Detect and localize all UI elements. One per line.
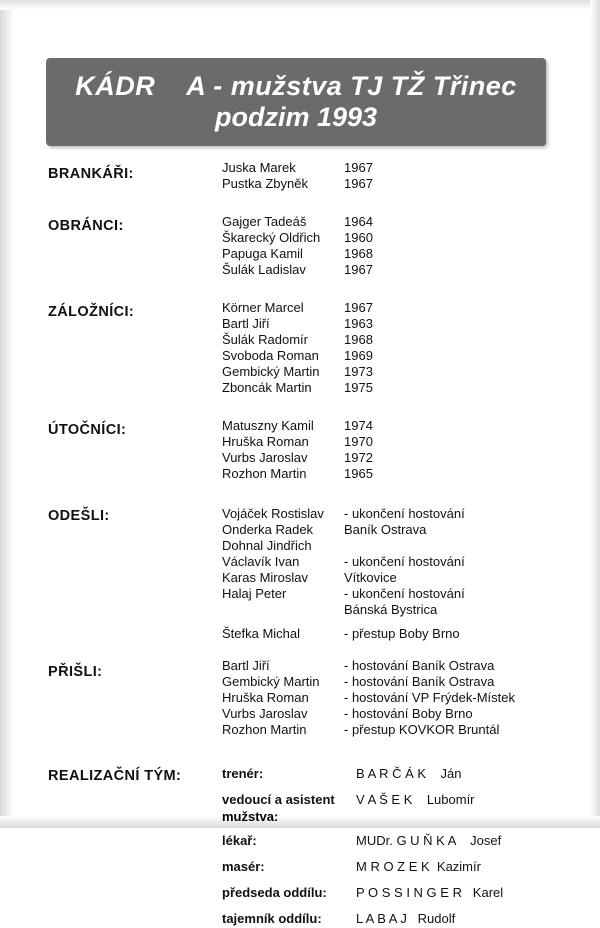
section-heading-goalkeepers: BRANKÁŘI: <box>48 166 134 182</box>
table-row <box>0 522 600 538</box>
player-name: Štefka Michal <box>222 626 301 641</box>
player-name: Vurbs Jaroslav <box>222 450 308 465</box>
player-year: 1964 <box>344 214 373 229</box>
staff-person: MUDr. G U Ň K A Josef <box>356 833 502 848</box>
player-year: 1972 <box>344 450 373 465</box>
player-year: 1967 <box>344 300 373 315</box>
section-midfielders <box>0 300 600 406</box>
table-row <box>0 706 600 722</box>
document-title-line-1: KÁDR A - mužstva TJ TŽ Třinec <box>75 70 517 101</box>
player-note: Bánská Bystrica <box>344 602 438 617</box>
table-row <box>0 450 600 466</box>
player-name: Václavík Ivan <box>222 554 300 569</box>
player-note: - hostování Baník Ostrava <box>344 658 495 673</box>
table-row <box>0 586 600 602</box>
player-note: - ukončení hostování <box>344 586 465 601</box>
table-row <box>0 348 600 364</box>
section-heading-arrivals: PŘIŠLI: <box>48 664 103 680</box>
player-note: - hostování VP Frýdek-Místek <box>344 690 515 705</box>
staff-row <box>0 911 600 928</box>
table-row <box>0 570 600 586</box>
player-name: Onderka Radek <box>222 522 314 537</box>
player-note: - přestup Boby Brno <box>344 626 460 641</box>
table-row <box>0 364 600 380</box>
staff-role-continuation: mužstva: <box>222 809 279 824</box>
player-name: Körner Marcel <box>222 300 304 315</box>
player-name: Zboncák Martin <box>222 380 312 395</box>
section-departures <box>0 506 600 642</box>
section-heading-staff: REALIZAČNÍ TÝM: <box>48 768 182 784</box>
staff-role: předseda oddílu: <box>222 885 327 900</box>
section-staff <box>0 766 600 926</box>
staff-person: B A R Č Á K Ján <box>356 766 462 781</box>
player-name: Matuszny Kamil <box>222 418 314 433</box>
player-name: Škarecký Oldřich <box>222 230 321 245</box>
player-name: Bartl Jiří <box>222 316 270 331</box>
player-year: 1969 <box>344 348 373 363</box>
player-note: - ukončení hostování <box>344 506 465 521</box>
player-note: - hostování Boby Brno <box>344 706 473 721</box>
staff-person: V A Š E K Lubomír <box>356 792 475 807</box>
player-name: Rozhon Martin <box>222 722 307 737</box>
player-year: 1960 <box>344 230 373 245</box>
scan-edge-top <box>0 0 600 10</box>
player-year: 1967 <box>344 176 373 191</box>
player-name: Bartl Jiří <box>222 658 270 673</box>
player-name: Hruška Roman <box>222 690 309 705</box>
player-note: Vítkovice <box>344 570 397 585</box>
section-heading-forwards: ÚTOČNÍCI: <box>48 422 127 438</box>
table-row <box>0 722 600 738</box>
section-heading-defenders: OBRÁNCI: <box>48 218 124 234</box>
staff-person: M R O Z E K Kazimír <box>356 859 481 874</box>
table-row <box>0 466 600 482</box>
player-name: Gembický Martin <box>222 674 320 689</box>
player-name: Juska Marek <box>222 160 296 175</box>
staff-person: L A B A J Rudolf <box>356 911 456 926</box>
table-row <box>0 538 600 554</box>
title-banner <box>46 58 546 146</box>
section-forwards <box>0 418 600 492</box>
document-body <box>0 160 600 926</box>
player-name: Rozhon Martin <box>222 466 307 481</box>
staff-role: tajemník oddílu: <box>222 911 322 926</box>
player-name: Halaj Peter <box>222 586 287 601</box>
player-name: Hruška Roman <box>222 434 309 449</box>
player-year: 1967 <box>344 160 373 175</box>
section-defenders <box>0 214 600 288</box>
table-row <box>0 690 600 706</box>
player-name: Vurbs Jaroslav <box>222 706 308 721</box>
player-year: 1974 <box>344 418 373 433</box>
table-row <box>0 380 600 396</box>
table-row <box>0 332 600 348</box>
player-name: Gajger Tadeáš <box>222 214 307 229</box>
section-arrivals <box>0 658 600 750</box>
staff-role: lékař: <box>222 833 257 848</box>
staff-row <box>0 859 600 876</box>
player-name: Dohnal Jindřich <box>222 538 312 553</box>
staff-row <box>0 833 600 850</box>
player-name: Vojáček Rostislav <box>222 506 324 521</box>
staff-row <box>0 792 600 809</box>
player-year: 1963 <box>344 316 373 331</box>
table-row <box>0 262 600 278</box>
staff-row <box>0 885 600 902</box>
document-title-line-2: podzim 1993 <box>214 102 378 132</box>
player-name: Pustka Zbyněk <box>222 176 308 191</box>
table-row <box>0 626 600 642</box>
player-list-departures <box>0 506 600 642</box>
player-note: - hostování Baník Ostrava <box>344 674 495 689</box>
section-heading-midfielders: ZÁLOŽNÍCI: <box>48 304 135 320</box>
player-year: 1973 <box>344 364 373 379</box>
section-heading-departures: ODEŠLI: <box>48 508 110 524</box>
player-year: 1975 <box>344 380 373 395</box>
staff-role: trenér: <box>222 766 264 781</box>
player-year: 1968 <box>344 332 373 347</box>
player-note: - ukončení hostování <box>344 554 465 569</box>
player-name: Svoboda Roman <box>222 348 319 363</box>
player-name: Karas Miroslav <box>222 570 308 585</box>
player-note: Baník Ostrava <box>344 522 427 537</box>
player-year: 1968 <box>344 246 373 261</box>
player-year: 1967 <box>344 262 373 277</box>
player-note: - přestup KOVKOR Bruntál <box>344 722 500 737</box>
table-row <box>0 554 600 570</box>
staff-person: P O S S I N G E R Karel <box>356 885 504 900</box>
table-row <box>0 602 600 618</box>
section-goalkeepers <box>0 160 600 202</box>
player-name: Šulák Ladislav <box>222 262 306 277</box>
staff-role: masér: <box>222 859 265 874</box>
player-name: Papuga Kamil <box>222 246 303 261</box>
staff-role: vedoucí a asistent <box>222 792 335 807</box>
player-year: 1965 <box>344 466 373 481</box>
player-year: 1970 <box>344 434 373 449</box>
staff-list <box>0 766 600 928</box>
table-row <box>0 246 600 262</box>
player-name: Gembický Martin <box>222 364 320 379</box>
player-name: Šulák Radomír <box>222 332 308 347</box>
